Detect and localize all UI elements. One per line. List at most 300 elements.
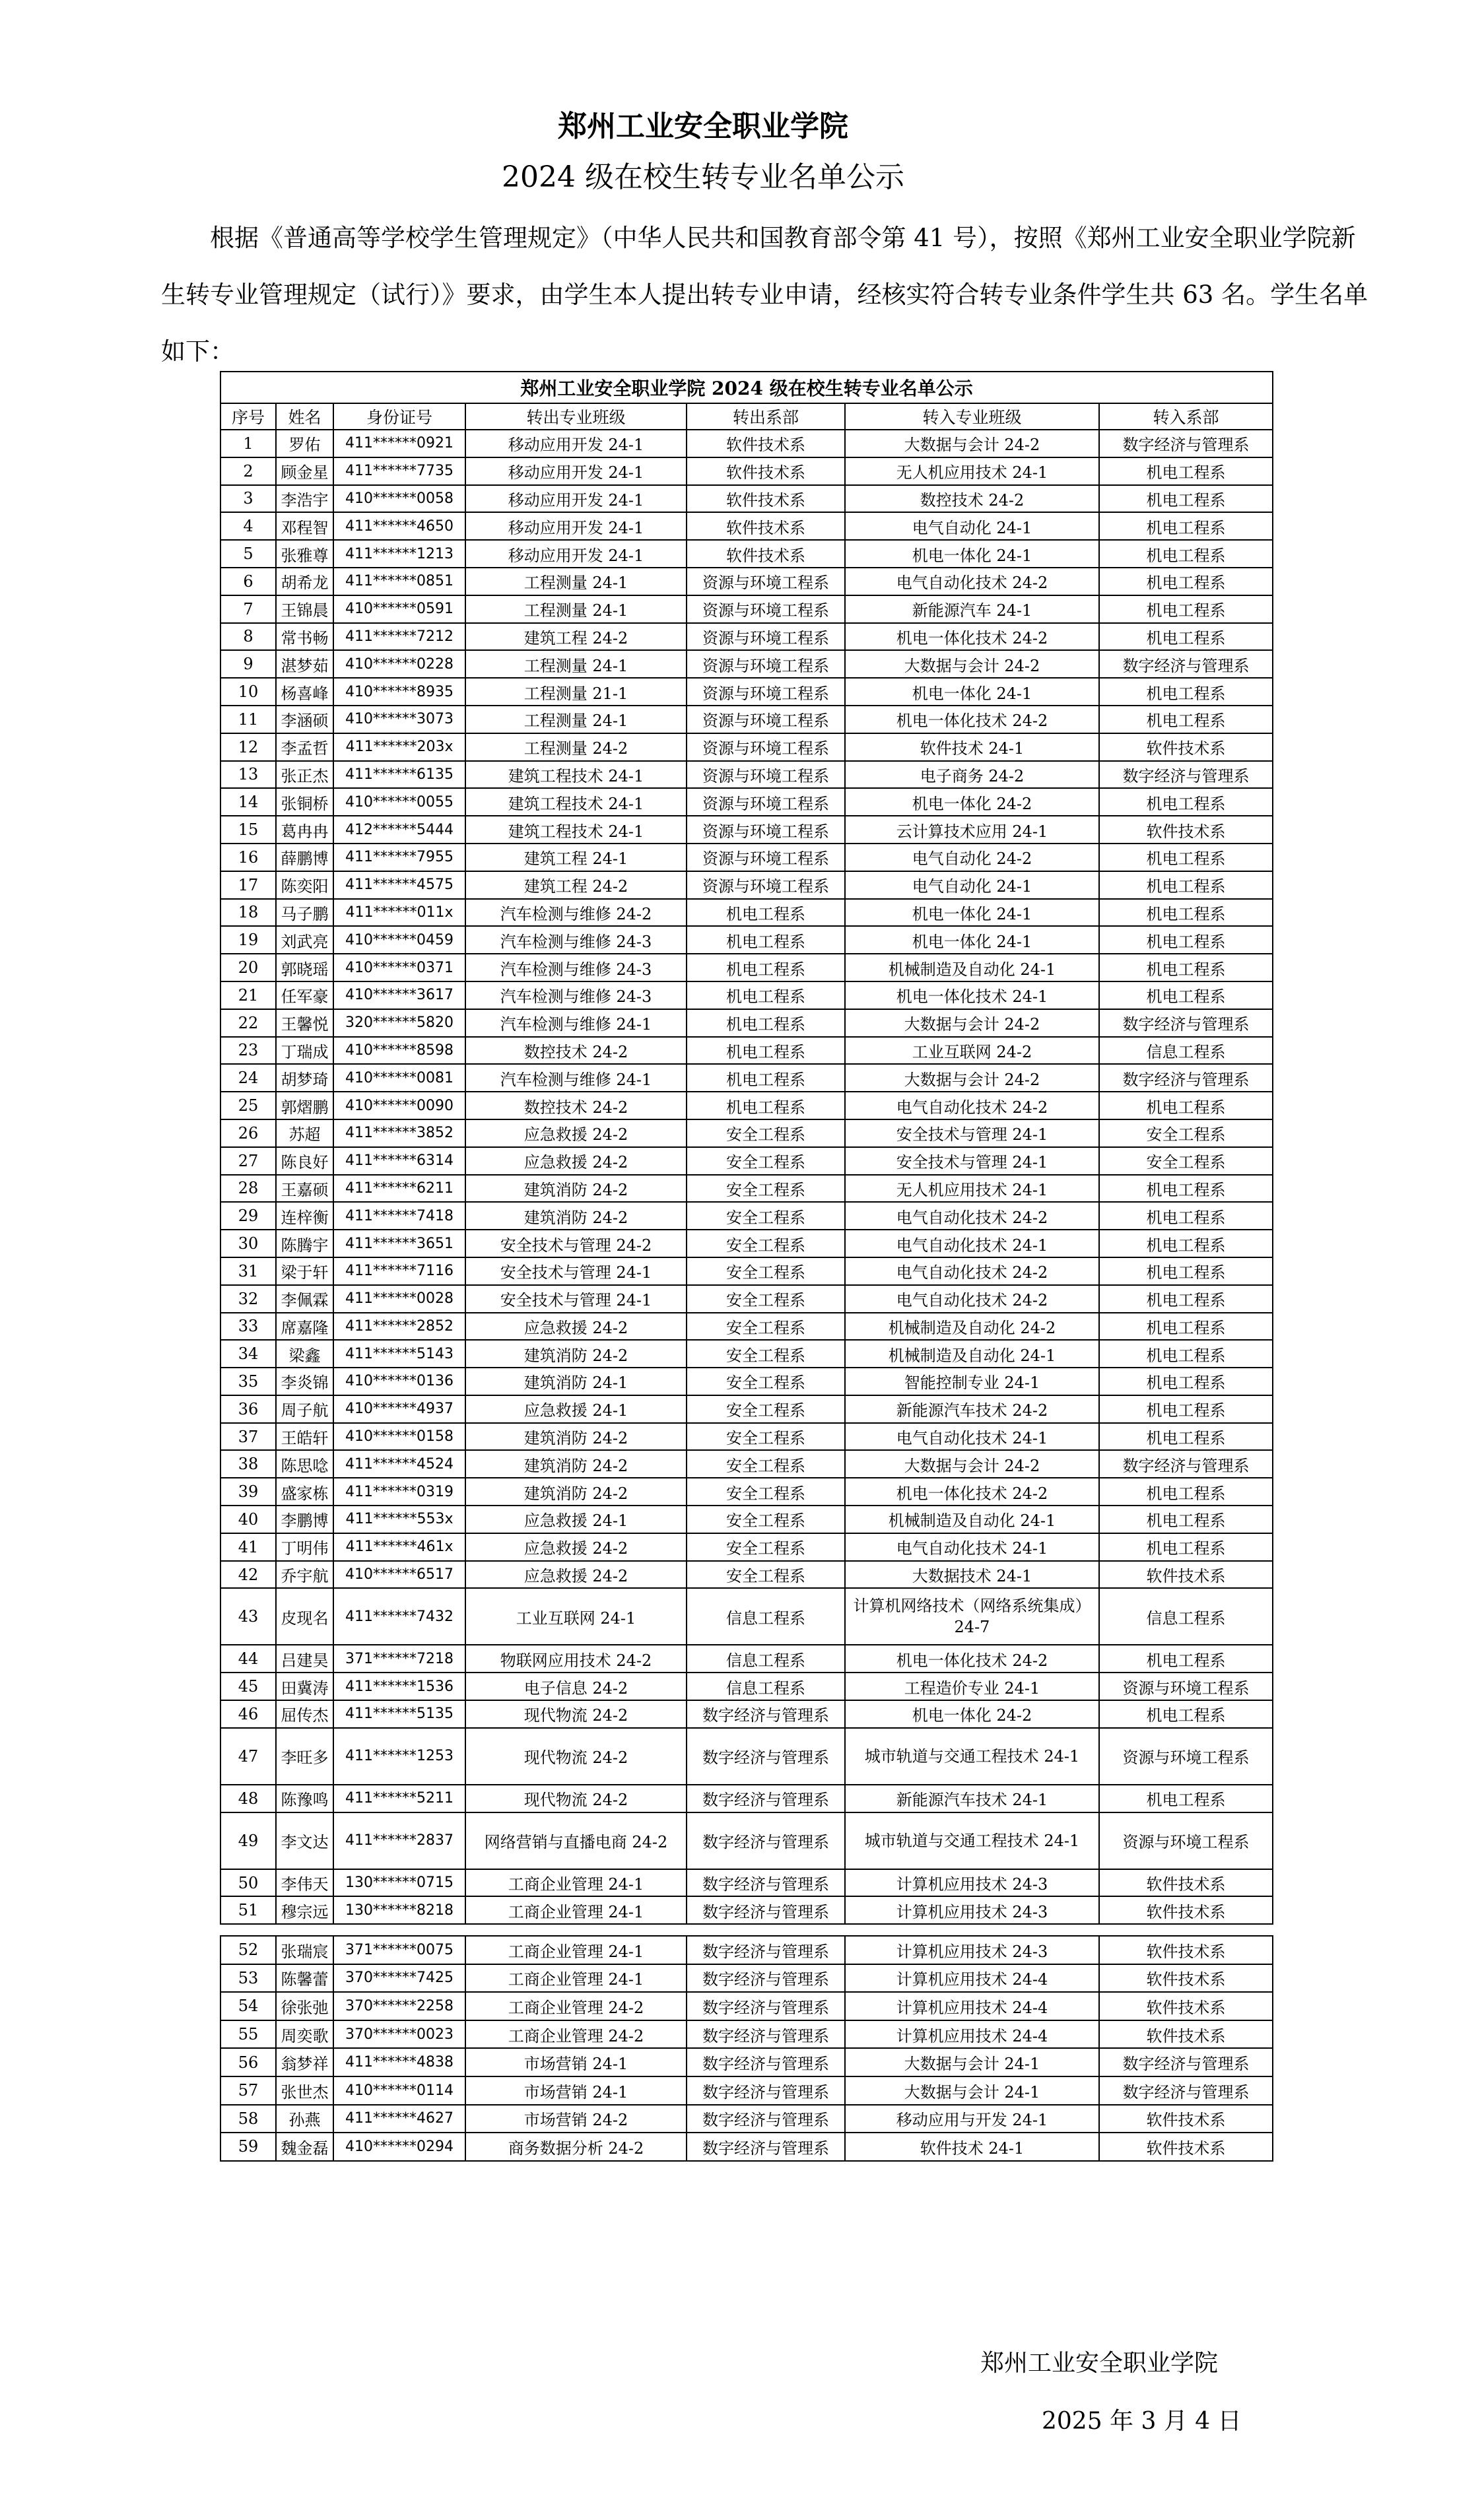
cell-to-class: 电气自动化技术 24-2 bbox=[845, 1202, 1099, 1230]
cell-to-class: 无人机应用技术 24-1 bbox=[845, 1175, 1099, 1203]
cell-from-dept: 安全工程系 bbox=[687, 1423, 845, 1451]
cell-from-class: 工商企业管理 24-1 bbox=[465, 1869, 687, 1897]
cell-index: 53 bbox=[220, 1964, 276, 1993]
cell-id-number: 411******7432 bbox=[333, 1588, 465, 1645]
cell-index: 8 bbox=[220, 623, 276, 651]
table-row bbox=[220, 954, 1273, 981]
cell-index: 26 bbox=[220, 1119, 276, 1147]
cell-to-class: 安全技术与管理 24-1 bbox=[845, 1147, 1099, 1175]
cell-from-dept: 数字经济与管理系 bbox=[687, 1700, 845, 1728]
cell-to-class: 机电一体化 24-2 bbox=[845, 1700, 1099, 1728]
cell-to-class: 机械制造及自动化 24-1 bbox=[845, 954, 1099, 981]
cell-from-dept: 资源与环境工程系 bbox=[687, 788, 845, 816]
cell-to-class: 软件技术 24-1 bbox=[845, 733, 1099, 761]
cell-from-dept: 软件技术系 bbox=[687, 540, 845, 568]
cell-index: 59 bbox=[220, 2133, 276, 2161]
cell-id-number: 411******2837 bbox=[333, 1812, 465, 1869]
cell-to-dept: 数字经济与管理系 bbox=[1099, 1009, 1273, 1037]
cell-from-dept: 资源与环境工程系 bbox=[687, 761, 845, 789]
cell-to-dept: 软件技术系 bbox=[1099, 816, 1273, 844]
cell-from-class: 现代物流 24-2 bbox=[465, 1785, 687, 1812]
cell-id-number: 411******1253 bbox=[333, 1728, 465, 1785]
cell-to-class: 电气自动化 24-1 bbox=[845, 512, 1099, 540]
cell-to-dept: 数字经济与管理系 bbox=[1099, 2076, 1273, 2105]
cell-to-dept: 数字经济与管理系 bbox=[1099, 2048, 1273, 2076]
table-row bbox=[220, 485, 1273, 513]
cell-index: 22 bbox=[220, 1009, 276, 1037]
cell-to-class: 城市轨道与交通工程技术 24-1 bbox=[845, 1812, 1099, 1869]
cell-to-class: 电子商务 24-2 bbox=[845, 761, 1099, 789]
cell-id-number: 411******7418 bbox=[333, 1202, 465, 1230]
cell-name: 李鹏博 bbox=[276, 1506, 333, 1533]
cell-name: 湛梦茹 bbox=[276, 650, 333, 678]
cell-name: 陈馨蕾 bbox=[276, 1964, 333, 1993]
cell-to-dept: 机电工程系 bbox=[1099, 1785, 1273, 1812]
cell-to-dept: 软件技术系 bbox=[1099, 2105, 1273, 2133]
cell-name: 梁于轩 bbox=[276, 1257, 333, 1285]
cell-from-dept: 资源与环境工程系 bbox=[687, 678, 845, 706]
cell-index: 14 bbox=[220, 788, 276, 816]
cell-id-number: 410******0058 bbox=[333, 485, 465, 513]
cell-from-dept: 信息工程系 bbox=[687, 1645, 845, 1673]
table-row bbox=[220, 1645, 1273, 1673]
cell-from-class: 应急救援 24-1 bbox=[465, 1506, 687, 1533]
cell-from-class: 建筑工程技术 24-1 bbox=[465, 761, 687, 789]
cell-index: 38 bbox=[220, 1450, 276, 1478]
cell-to-class: 机电一体化 24-1 bbox=[845, 540, 1099, 568]
cell-from-dept: 安全工程系 bbox=[687, 1230, 845, 1257]
cell-name: 乔宇航 bbox=[276, 1561, 333, 1589]
cell-from-dept: 安全工程系 bbox=[687, 1395, 845, 1423]
cell-id-number: 411******5135 bbox=[333, 1700, 465, 1728]
cell-name: 李佩霖 bbox=[276, 1285, 333, 1313]
cell-name: 常书畅 bbox=[276, 623, 333, 651]
cell-from-dept: 数字经济与管理系 bbox=[687, 1812, 845, 1869]
cell-name: 苏超 bbox=[276, 1119, 333, 1147]
cell-from-dept: 安全工程系 bbox=[687, 1561, 845, 1589]
cell-id-number: 411******0851 bbox=[333, 568, 465, 595]
cell-name: 连梓衡 bbox=[276, 1202, 333, 1230]
cell-to-dept: 机电工程系 bbox=[1099, 623, 1273, 651]
cell-from-class: 汽车检测与维修 24-3 bbox=[465, 926, 687, 954]
cell-id-number: 411******0028 bbox=[333, 1285, 465, 1313]
table-row bbox=[220, 1368, 1273, 1395]
cell-name: 李涵硕 bbox=[276, 706, 333, 733]
cell-id-number: 410******0228 bbox=[333, 650, 465, 678]
cell-from-class: 工商企业管理 24-2 bbox=[465, 2020, 687, 2049]
cell-from-dept: 数字经济与管理系 bbox=[687, 2048, 845, 2076]
cell-id-number: 411******4575 bbox=[333, 871, 465, 899]
cell-id-number: 411******3852 bbox=[333, 1119, 465, 1147]
cell-from-dept: 数字经济与管理系 bbox=[687, 2020, 845, 2049]
header-from-class: 转出专业班级 bbox=[465, 403, 687, 430]
header-name: 姓名 bbox=[276, 403, 333, 430]
cell-to-dept: 资源与环境工程系 bbox=[1099, 1728, 1273, 1785]
cell-to-class: 机电一体化技术 24-2 bbox=[845, 1645, 1099, 1673]
cell-from-dept: 资源与环境工程系 bbox=[687, 871, 845, 899]
cell-to-dept: 机电工程系 bbox=[1099, 457, 1273, 485]
table-row bbox=[220, 1092, 1273, 1119]
cell-id-number: 370******0023 bbox=[333, 2020, 465, 2049]
cell-name: 邓程智 bbox=[276, 512, 333, 540]
cell-id-number: 410******0158 bbox=[333, 1423, 465, 1451]
cell-to-class: 机电一体化技术 24-1 bbox=[845, 981, 1099, 1009]
cell-index: 54 bbox=[220, 1992, 276, 2020]
cell-to-class: 电气自动化技术 24-2 bbox=[845, 568, 1099, 595]
table-row bbox=[220, 623, 1273, 651]
cell-from-class: 工商企业管理 24-2 bbox=[465, 1992, 687, 2020]
cell-from-dept: 资源与环境工程系 bbox=[687, 816, 845, 844]
cell-from-class: 汽车检测与维修 24-1 bbox=[465, 1009, 687, 1037]
cell-id-number: 411******1213 bbox=[333, 540, 465, 568]
table-row bbox=[220, 1533, 1273, 1561]
cell-from-class: 移动应用开发 24-1 bbox=[465, 430, 687, 457]
cell-index: 29 bbox=[220, 1202, 276, 1230]
cell-to-class: 移动应用与开发 24-1 bbox=[845, 2105, 1099, 2133]
cell-to-dept: 安全工程系 bbox=[1099, 1119, 1273, 1147]
cell-index: 13 bbox=[220, 761, 276, 789]
cell-id-number: 411******6314 bbox=[333, 1147, 465, 1175]
cell-to-dept: 数字经济与管理系 bbox=[1099, 1064, 1273, 1092]
table-row bbox=[220, 1785, 1273, 1812]
signature-date: 2025 年 3 月 4 日 bbox=[1042, 2408, 1242, 2435]
cell-from-dept: 数字经济与管理系 bbox=[687, 2076, 845, 2105]
cell-to-dept: 软件技术系 bbox=[1099, 1964, 1273, 1993]
cell-to-dept: 软件技术系 bbox=[1099, 1896, 1273, 1924]
cell-id-number: 411******0921 bbox=[333, 430, 465, 457]
cell-index: 49 bbox=[220, 1812, 276, 1869]
cell-from-class: 市场营销 24-1 bbox=[465, 2048, 687, 2076]
table-row bbox=[220, 457, 1273, 485]
header-to-dept: 转入系部 bbox=[1099, 403, 1273, 430]
cell-to-dept: 机电工程系 bbox=[1099, 1368, 1273, 1395]
cell-id-number: 411******461x bbox=[333, 1533, 465, 1561]
cell-name: 陈豫鸣 bbox=[276, 1785, 333, 1812]
cell-to-dept: 机电工程系 bbox=[1099, 1202, 1273, 1230]
cell-to-dept: 数字经济与管理系 bbox=[1099, 1450, 1273, 1478]
table-row bbox=[220, 1869, 1273, 1897]
cell-index: 7 bbox=[220, 595, 276, 623]
cell-name: 丁明伟 bbox=[276, 1533, 333, 1561]
cell-from-class: 建筑消防 24-1 bbox=[465, 1368, 687, 1395]
cell-from-class: 建筑消防 24-2 bbox=[465, 1450, 687, 1478]
cell-name: 屈传杰 bbox=[276, 1700, 333, 1728]
cell-from-class: 建筑消防 24-2 bbox=[465, 1202, 687, 1230]
cell-id-number: 410******0459 bbox=[333, 926, 465, 954]
cell-to-class: 软件技术 24-1 bbox=[845, 2133, 1099, 2161]
cell-index: 34 bbox=[220, 1340, 276, 1368]
cell-from-class: 市场营销 24-1 bbox=[465, 2076, 687, 2105]
table-row bbox=[220, 595, 1273, 623]
cell-index: 31 bbox=[220, 1257, 276, 1285]
cell-from-class: 市场营销 24-2 bbox=[465, 2105, 687, 2133]
table-row bbox=[220, 1175, 1273, 1203]
table-row bbox=[220, 899, 1273, 927]
cell-from-dept: 资源与环境工程系 bbox=[687, 650, 845, 678]
cell-to-class: 大数据与会计 24-2 bbox=[845, 1009, 1099, 1037]
cell-to-class: 工程造价专业 24-1 bbox=[845, 1673, 1099, 1700]
cell-id-number: 371******0075 bbox=[333, 1936, 465, 1964]
cell-to-class: 电气自动化技术 24-1 bbox=[845, 1230, 1099, 1257]
cell-id-number: 411******4650 bbox=[333, 512, 465, 540]
cell-index: 2 bbox=[220, 457, 276, 485]
cell-from-class: 应急救援 24-2 bbox=[465, 1561, 687, 1589]
cell-from-dept: 信息工程系 bbox=[687, 1673, 845, 1700]
cell-from-class: 网络营销与直播电商 24-2 bbox=[465, 1812, 687, 1869]
cell-to-dept: 机电工程系 bbox=[1099, 1092, 1273, 1119]
cell-index: 57 bbox=[220, 2076, 276, 2105]
cell-from-class: 汽车检测与维修 24-2 bbox=[465, 899, 687, 927]
cell-id-number: 410******6517 bbox=[333, 1561, 465, 1589]
cell-id-number: 411******4524 bbox=[333, 1450, 465, 1478]
table-row bbox=[220, 678, 1273, 706]
table-row bbox=[220, 2105, 1273, 2133]
cell-from-dept: 安全工程系 bbox=[687, 1368, 845, 1395]
cell-to-class: 电气自动化技术 24-2 bbox=[845, 1285, 1099, 1313]
cell-from-dept: 安全工程系 bbox=[687, 1478, 845, 1506]
cell-name: 周子航 bbox=[276, 1395, 333, 1423]
cell-index: 11 bbox=[220, 706, 276, 733]
cell-from-class: 建筑工程 24-2 bbox=[465, 623, 687, 651]
cell-index: 28 bbox=[220, 1175, 276, 1203]
cell-name: 罗佑 bbox=[276, 430, 333, 457]
cell-to-dept: 机电工程系 bbox=[1099, 540, 1273, 568]
cell-from-class: 工程测量 24-1 bbox=[465, 595, 687, 623]
cell-index: 58 bbox=[220, 2105, 276, 2133]
cell-from-class: 建筑消防 24-2 bbox=[465, 1340, 687, 1368]
cell-to-class: 机械制造及自动化 24-1 bbox=[845, 1506, 1099, 1533]
cell-from-class: 安全技术与管理 24-2 bbox=[465, 1230, 687, 1257]
cell-from-class: 建筑消防 24-2 bbox=[465, 1423, 687, 1451]
cell-name: 张瑞宸 bbox=[276, 1936, 333, 1964]
cell-from-class: 数控技术 24-2 bbox=[465, 1092, 687, 1119]
document-title: 郑州工业安全职业学院 bbox=[558, 110, 848, 143]
table-row bbox=[220, 761, 1273, 789]
cell-from-class: 商务数据分析 24-2 bbox=[465, 2133, 687, 2161]
cell-to-class: 大数据与会计 24-2 bbox=[845, 430, 1099, 457]
cell-from-class: 电子信息 24-2 bbox=[465, 1673, 687, 1700]
table-row bbox=[220, 1964, 1273, 1993]
cell-from-dept: 安全工程系 bbox=[687, 1202, 845, 1230]
cell-id-number: 411******553x bbox=[333, 1506, 465, 1533]
cell-from-dept: 安全工程系 bbox=[687, 1175, 845, 1203]
cell-to-class: 工业互联网 24-2 bbox=[845, 1037, 1099, 1065]
cell-to-class: 电气自动化 24-2 bbox=[845, 844, 1099, 871]
cell-to-dept: 机电工程系 bbox=[1099, 595, 1273, 623]
cell-from-dept: 安全工程系 bbox=[687, 1147, 845, 1175]
table-caption: 郑州工业安全职业学院 2024 级在校生转专业名单公示 bbox=[220, 372, 1273, 403]
cell-to-class: 新能源汽车技术 24-1 bbox=[845, 1785, 1099, 1812]
table-row bbox=[220, 1423, 1273, 1451]
table-row bbox=[220, 733, 1273, 761]
cell-from-class: 汽车检测与维修 24-3 bbox=[465, 981, 687, 1009]
header-to-class: 转入专业班级 bbox=[845, 403, 1099, 430]
table-row bbox=[220, 1395, 1273, 1423]
cell-to-dept: 信息工程系 bbox=[1099, 1037, 1273, 1065]
cell-to-class: 计算机应用技术 24-3 bbox=[845, 1896, 1099, 1924]
cell-from-class: 建筑工程技术 24-1 bbox=[465, 788, 687, 816]
cell-from-dept: 安全工程系 bbox=[687, 1533, 845, 1561]
table-row bbox=[220, 1728, 1273, 1785]
cell-to-dept: 资源与环境工程系 bbox=[1099, 1812, 1273, 1869]
table-row bbox=[220, 1450, 1273, 1478]
cell-name: 葛冉冉 bbox=[276, 816, 333, 844]
cell-from-class: 现代物流 24-2 bbox=[465, 1700, 687, 1728]
cell-from-class: 安全技术与管理 24-1 bbox=[465, 1257, 687, 1285]
cell-name: 杨喜峰 bbox=[276, 678, 333, 706]
cell-from-class: 工程测量 24-2 bbox=[465, 733, 687, 761]
cell-from-dept: 安全工程系 bbox=[687, 1285, 845, 1313]
cell-index: 25 bbox=[220, 1092, 276, 1119]
cell-to-dept: 机电工程系 bbox=[1099, 871, 1273, 899]
table-row bbox=[220, 650, 1273, 678]
cell-from-class: 数控技术 24-2 bbox=[465, 1037, 687, 1065]
document-subtitle: 2024 级在校生转专业名单公示 bbox=[502, 160, 904, 194]
table-row bbox=[220, 1936, 1273, 1964]
cell-index: 27 bbox=[220, 1147, 276, 1175]
cell-id-number: 410******3617 bbox=[333, 981, 465, 1009]
cell-index: 21 bbox=[220, 981, 276, 1009]
cell-id-number: 130******0715 bbox=[333, 1869, 465, 1897]
cell-to-class: 机电一体化 24-1 bbox=[845, 926, 1099, 954]
cell-to-class: 电气自动化技术 24-2 bbox=[845, 1257, 1099, 1285]
cell-name: 穆宗远 bbox=[276, 1896, 333, 1924]
table-row bbox=[220, 706, 1273, 733]
cell-to-class: 大数据与会计 24-2 bbox=[845, 650, 1099, 678]
table-row bbox=[220, 788, 1273, 816]
cell-name: 王馨悦 bbox=[276, 1009, 333, 1037]
cell-index: 16 bbox=[220, 844, 276, 871]
cell-from-class: 移动应用开发 24-1 bbox=[465, 457, 687, 485]
cell-from-dept: 机电工程系 bbox=[687, 1092, 845, 1119]
cell-to-dept: 机电工程系 bbox=[1099, 568, 1273, 595]
cell-id-number: 411******6211 bbox=[333, 1175, 465, 1203]
cell-to-dept: 软件技术系 bbox=[1099, 2020, 1273, 2049]
cell-name: 李孟哲 bbox=[276, 733, 333, 761]
cell-to-dept: 资源与环境工程系 bbox=[1099, 1673, 1273, 1700]
cell-to-class: 大数据技术 24-1 bbox=[845, 1561, 1099, 1589]
table-row bbox=[220, 1812, 1273, 1869]
table-row bbox=[220, 540, 1273, 568]
cell-from-dept: 软件技术系 bbox=[687, 430, 845, 457]
cell-from-class: 应急救援 24-2 bbox=[465, 1119, 687, 1147]
cell-index: 5 bbox=[220, 540, 276, 568]
cell-name: 王锦晨 bbox=[276, 595, 333, 623]
cell-from-dept: 安全工程系 bbox=[687, 1119, 845, 1147]
cell-id-number: 411******7116 bbox=[333, 1257, 465, 1285]
cell-name: 胡希龙 bbox=[276, 568, 333, 595]
cell-from-class: 建筑消防 24-2 bbox=[465, 1175, 687, 1203]
cell-name: 顾金星 bbox=[276, 457, 333, 485]
cell-to-class: 大数据与会计 24-1 bbox=[845, 2048, 1099, 2076]
cell-name: 孙燕 bbox=[276, 2105, 333, 2133]
cell-from-dept: 安全工程系 bbox=[687, 1450, 845, 1478]
cell-id-number: 411******011x bbox=[333, 899, 465, 927]
cell-id-number: 411******5143 bbox=[333, 1340, 465, 1368]
table-row bbox=[220, 981, 1273, 1009]
cell-to-class: 机电一体化技术 24-2 bbox=[845, 623, 1099, 651]
table-row bbox=[220, 1202, 1273, 1230]
cell-to-class: 机电一体化 24-1 bbox=[845, 899, 1099, 927]
cell-from-dept: 机电工程系 bbox=[687, 1064, 845, 1092]
cell-from-class: 工商企业管理 24-1 bbox=[465, 1896, 687, 1924]
table-header-row bbox=[220, 403, 1273, 430]
cell-from-dept: 资源与环境工程系 bbox=[687, 568, 845, 595]
cell-from-dept: 资源与环境工程系 bbox=[687, 733, 845, 761]
cell-to-dept: 机电工程系 bbox=[1099, 706, 1273, 733]
cell-to-dept: 机电工程系 bbox=[1099, 1533, 1273, 1561]
cell-from-class: 应急救援 24-2 bbox=[465, 1147, 687, 1175]
cell-id-number: 411******7955 bbox=[333, 844, 465, 871]
cell-index: 20 bbox=[220, 954, 276, 981]
cell-index: 10 bbox=[220, 678, 276, 706]
cell-to-class: 城市轨道与交通工程技术 24-1 bbox=[845, 1728, 1099, 1785]
table-row bbox=[220, 1230, 1273, 1257]
table-row bbox=[220, 1700, 1273, 1728]
cell-name: 马子鹏 bbox=[276, 899, 333, 927]
cell-to-dept: 机电工程系 bbox=[1099, 1340, 1273, 1368]
cell-from-class: 现代物流 24-2 bbox=[465, 1728, 687, 1785]
cell-index: 37 bbox=[220, 1423, 276, 1451]
cell-to-dept: 机电工程系 bbox=[1099, 899, 1273, 927]
cell-from-class: 建筑工程 24-2 bbox=[465, 871, 687, 899]
cell-to-dept: 机电工程系 bbox=[1099, 1175, 1273, 1203]
cell-name: 李炎锦 bbox=[276, 1368, 333, 1395]
cell-index: 56 bbox=[220, 2048, 276, 2076]
cell-index: 23 bbox=[220, 1037, 276, 1065]
table-row bbox=[220, 1340, 1273, 1368]
cell-to-class: 机电一体化技术 24-2 bbox=[845, 706, 1099, 733]
cell-id-number: 410******0114 bbox=[333, 2076, 465, 2105]
cell-from-dept: 数字经济与管理系 bbox=[687, 1936, 845, 1964]
cell-index: 52 bbox=[220, 1936, 276, 1964]
cell-name: 陈思唸 bbox=[276, 1450, 333, 1478]
cell-index: 47 bbox=[220, 1728, 276, 1785]
cell-index: 17 bbox=[220, 871, 276, 899]
table-row bbox=[220, 1009, 1273, 1037]
cell-from-class: 汽车检测与维修 24-1 bbox=[465, 1064, 687, 1092]
cell-from-dept: 数字经济与管理系 bbox=[687, 1964, 845, 1993]
transfer-list-table-continued bbox=[220, 1935, 1273, 2162]
cell-name: 郭晓瑶 bbox=[276, 954, 333, 981]
cell-to-class: 云计算技术应用 24-1 bbox=[845, 816, 1099, 844]
cell-from-dept: 数字经济与管理系 bbox=[687, 2105, 845, 2133]
cell-to-class: 计算机应用技术 24-3 bbox=[845, 1869, 1099, 1897]
cell-index: 40 bbox=[220, 1506, 276, 1533]
cell-from-dept: 软件技术系 bbox=[687, 457, 845, 485]
cell-id-number: 410******0294 bbox=[333, 2133, 465, 2161]
cell-from-dept: 资源与环境工程系 bbox=[687, 706, 845, 733]
cell-to-class: 无人机应用技术 24-1 bbox=[845, 457, 1099, 485]
cell-name: 薛鹏博 bbox=[276, 844, 333, 871]
cell-from-dept: 数字经济与管理系 bbox=[687, 1785, 845, 1812]
cell-index: 32 bbox=[220, 1285, 276, 1313]
cell-to-class: 大数据与会计 24-2 bbox=[845, 1064, 1099, 1092]
cell-name: 李伟天 bbox=[276, 1869, 333, 1897]
cell-from-class: 工商企业管理 24-1 bbox=[465, 1936, 687, 1964]
cell-to-dept: 机电工程系 bbox=[1099, 1230, 1273, 1257]
table-row bbox=[220, 2076, 1273, 2105]
cell-from-dept: 信息工程系 bbox=[687, 1588, 845, 1645]
cell-index: 39 bbox=[220, 1478, 276, 1506]
cell-from-dept: 机电工程系 bbox=[687, 1009, 845, 1037]
cell-index: 15 bbox=[220, 816, 276, 844]
cell-from-dept: 机电工程系 bbox=[687, 1037, 845, 1065]
cell-index: 51 bbox=[220, 1896, 276, 1924]
cell-to-dept: 信息工程系 bbox=[1099, 1588, 1273, 1645]
cell-from-class: 建筑工程 24-1 bbox=[465, 844, 687, 871]
cell-name: 盛家栋 bbox=[276, 1478, 333, 1506]
